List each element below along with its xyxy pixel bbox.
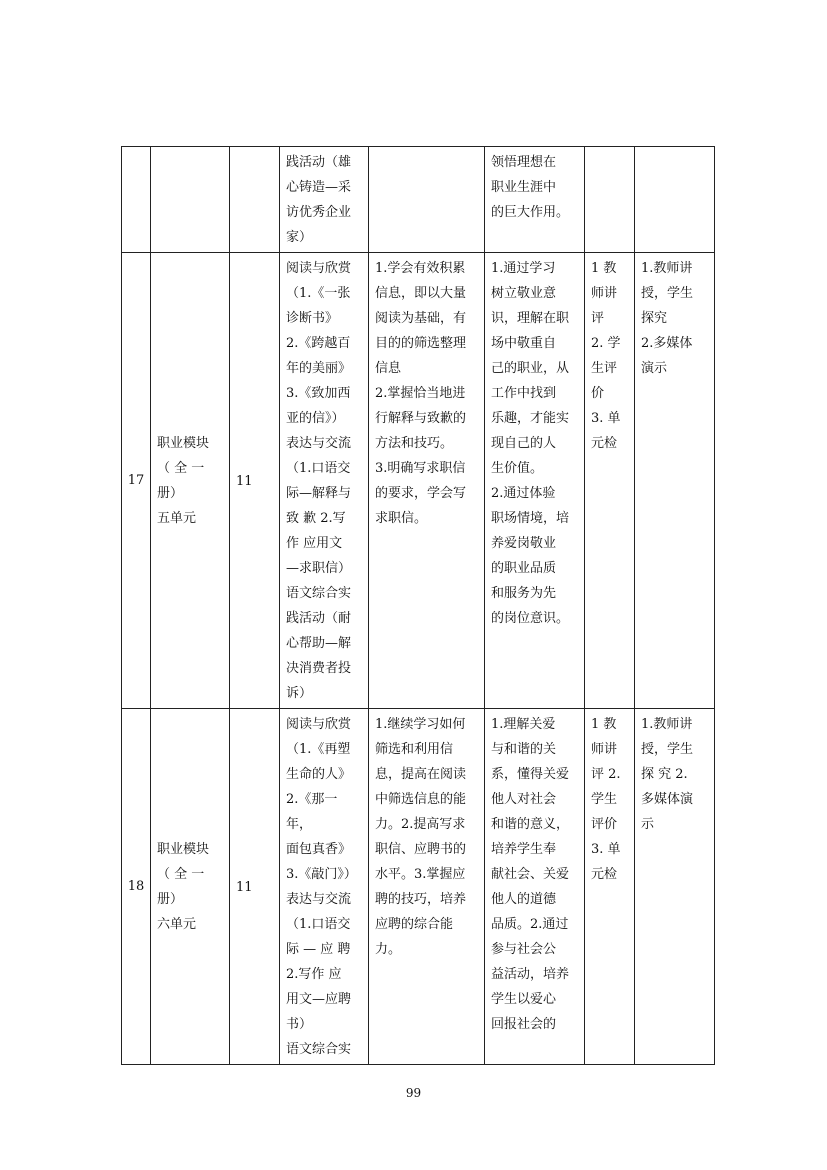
cell-line: 树立敬业意 [491,286,557,301]
cell-line: 语文综合实 [286,1042,352,1057]
cell-line: 中筛选信息的能 [375,792,467,807]
cell-line: 表达与交流 [286,892,352,907]
cell-line: 评价 [591,817,618,832]
row-number-cell: 17 [122,253,151,709]
cell-line: 作 应用文 [286,536,343,551]
cell-line: （1.《再塑 [286,742,351,757]
cell-line: 生价值。 [491,461,544,476]
cell-line: 品质。2.通过 [491,917,569,932]
cell-line: 致 歉 2.写 [286,511,346,526]
cell-line: 3.《致加西 [286,386,351,401]
content-cell [280,709,369,1065]
cell-line: 他人对社会 [491,792,557,807]
cell-line: （ 全 一 [157,461,205,476]
row-number-cell: 18 [122,709,151,1065]
cell-line: 1.继续学习如何 [375,717,466,732]
cell-line: 职场情境，培 [491,511,570,526]
cell-line: 领悟理想在 [491,155,557,170]
cell-line: 阅读与欣赏 [286,261,352,276]
cell-line: —求职信） [286,561,352,576]
cell-line: 工作中找到 [491,386,557,401]
cell-line: 书） [286,1017,313,1032]
cell-line: 2.《跨越百 [286,336,351,351]
cell-line: （1.口语交 [286,917,351,932]
cell-line: 年的美丽》 [286,361,352,376]
cell-line: 与和谐的关 [491,742,557,757]
cell-line: 家） [286,230,313,245]
cell-line: 师讲评 2. [591,742,621,782]
evaluation-cell [585,709,635,1065]
cell-line: 语文综合实 [286,586,352,601]
cell-line: 册） [157,892,184,907]
cell-line: 授，学生 [641,286,694,301]
cell-line: 方法和技巧。 [375,436,454,451]
cell-line: 际 — 应 聘 [286,942,351,957]
cell-line: 2. 学 [591,336,621,351]
cell-line: 的巨大作用。 [491,205,570,220]
cell-line: 识，理解在职 [491,311,570,326]
cell-line: 场中敬重自 [491,336,557,351]
cell-line: 息，提高在阅读 [375,767,467,782]
cell-line: 回报社会的 [491,1017,557,1032]
cell-line: 1.通过学习 [491,261,556,276]
cell-line: 力。2.提高写求 [375,817,466,832]
cell-line: 求职信。 [375,511,428,526]
cell-line: （ 全 一 [157,867,205,882]
cell-line: 3. 单 [591,842,621,857]
ideology-cell [485,709,585,1065]
cell-line: 亚的信》） [286,411,345,426]
cell-line: 探 究 2. [641,767,688,782]
page-number: 99 [405,1086,422,1100]
hours-cell [230,147,280,253]
cell-line: 价 [591,386,605,401]
cell-line: 示 [641,817,655,832]
cell-line: 的要求，学会写 [375,486,467,501]
cell-line: 践活动（雄 [286,155,352,170]
cell-line: 阅读与欣赏 [286,717,352,732]
cell-line: 阅读为基础，有 [375,311,467,326]
table-body [122,147,715,1065]
cell-line: 应聘的综合能 [375,917,454,932]
cell-line: 的岗位意识。 [491,611,570,626]
cell-line: 他人的道德 [491,892,557,907]
cell-line: 1.学会有效积累 [375,261,466,276]
cell-line: 元检 [591,436,618,451]
cell-line: 和服务为先 [491,586,557,601]
cell-line: 心帮助—解 [286,636,352,651]
cell-line: 职业模块 [157,436,210,451]
cell-line: 职业模块 [157,842,210,857]
cell-line: 现自己的人 [491,436,557,451]
goals-cell [369,147,485,253]
cell-line: 评 [591,311,605,326]
cell-line: 心铸造—采 [286,180,352,195]
cell-line: 学生以爱心 [491,992,557,1007]
ideology-cell [485,147,585,253]
cell-line: （1.口语交 [286,461,351,476]
evaluation-cell [585,253,635,709]
cell-line: 演示 [641,361,668,376]
cell-line: 信息 [375,361,402,376]
cell-line: 乐趣，才能实 [491,411,570,426]
cell-line: 生命的人》 [286,767,352,782]
module-cell [151,253,230,709]
cell-line: 职信、应聘书的 [375,842,467,857]
cell-line: （1.《一张 [286,286,351,301]
table-row [122,709,715,1065]
cell-line: 元检 [591,867,618,882]
cell-line: 聘的技巧，培养 [375,892,467,907]
content-cell [280,147,369,253]
cell-line: 诊断书》 [286,311,339,326]
hours-cell: 11 [230,709,280,1065]
cell-line: 3.明确写求职信 [375,461,466,476]
cell-line: 培养学生奉 [491,842,557,857]
cell-line: 六单元 [157,917,197,932]
cell-line: 目的的筛选整理 [375,336,467,351]
cell-line: 1 教 [591,717,617,732]
cell-line: 信息，即以大量 [375,286,467,301]
cell-line: 诉） [286,686,313,701]
goals-cell [369,709,485,1065]
cell-line: 用文—应聘 [286,992,352,1007]
cell-line: 册） [157,486,184,501]
cell-line: 养爱岗敬业 [491,536,557,551]
cell-line: 际—解释与 [286,486,352,501]
module-cell [151,147,230,253]
methods-cell [635,709,715,1065]
cell-line: 力。 [375,942,402,957]
cell-line: 2.写作 应 [286,967,342,982]
content-cell [280,253,369,709]
cell-line: 献社会、关爱 [491,867,570,882]
cell-line: 生评 [591,361,618,376]
cell-line: 2.掌握恰当地进 [375,386,466,401]
cell-line: 面包真香》 [286,842,352,857]
cell-line: 五单元 [157,511,197,526]
table-row [122,253,715,709]
cell-line: 2.《那一年， [286,792,338,832]
module-cell [151,709,230,1065]
cell-line: 1.理解关爱 [491,717,556,732]
cell-line: 职业生涯中 [491,180,557,195]
cell-line: 探究 [641,311,668,326]
cell-line: 系，懂得关爱 [491,767,570,782]
table-row [122,147,715,253]
cell-line: 2.多媒体 [641,336,693,351]
cell-line: 3.《敲门》） [286,867,357,882]
cell-line: 表达与交流 [286,436,352,451]
cell-line: 访优秀企业 [286,205,352,220]
cell-line: 己的职业，从 [491,361,570,376]
cell-line: 决消费者投 [286,661,352,676]
cell-line: 1 教 [591,261,617,276]
cell-line: 多媒体演 [641,792,694,807]
evaluation-cell [585,147,635,253]
row-number-cell [122,147,151,253]
cell-line: 践活动（耐 [286,611,352,626]
cell-line: 学生 [591,792,618,807]
methods-cell [635,253,715,709]
cell-line: 参与社会公 [491,942,557,957]
methods-cell [635,147,715,253]
cell-line: 2.通过体验 [491,486,556,501]
cell-line: 水平。3.掌握应 [375,867,466,882]
cell-line: 3. 单 [591,411,621,426]
cell-line: 师讲 [591,286,618,301]
cell-line: 和谐的意义， [491,817,570,832]
cell-line: 的职业品质 [491,561,557,576]
cell-line: 授，学生 [641,742,694,757]
goals-cell [369,253,485,709]
cell-line: 1.教师讲 [641,717,693,732]
ideology-cell [485,253,585,709]
syllabus-table [121,146,715,1065]
cell-line: 筛选和利用信 [375,742,454,757]
hours-cell: 11 [230,253,280,709]
cell-line: 益活动，培养 [491,967,570,982]
cell-line: 行解释与致歉的 [375,411,467,426]
cell-line: 1.教师讲 [641,261,693,276]
